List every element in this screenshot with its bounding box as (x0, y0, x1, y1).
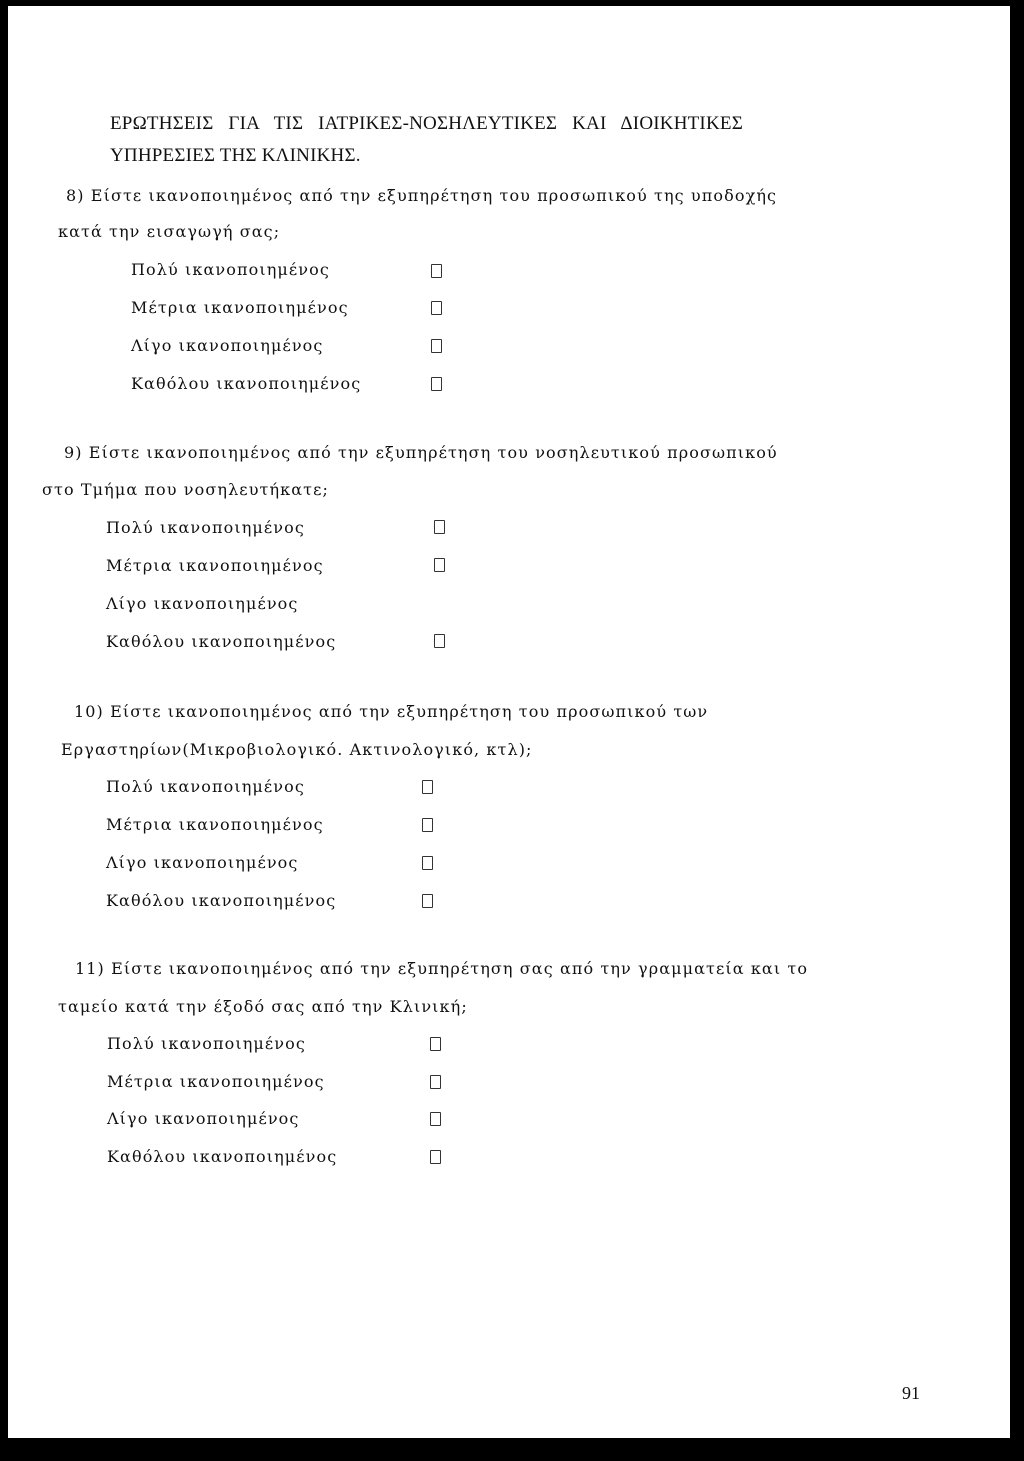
option-label: Καθόλου ικανοποιημένος (131, 374, 362, 393)
page-number: 91 (902, 1383, 920, 1403)
option-label: Μέτρια ικανοποιημένος (107, 1072, 325, 1091)
question-10-text-line-2: Εργαστηρίων(Μικροβιολογικό. Ακτινολογικό, κτλ); (61, 740, 533, 759)
option-label: Καθόλου ικανοποιημένος (107, 1147, 338, 1166)
question-9-text-line-1: 9) Είστε ικανοποιημένος από την εξυπηρέτηση του νοσηλευτικού προσωπικού (64, 443, 778, 462)
checkbox[interactable] (431, 301, 442, 315)
option-label: Λίγο ικανοποιημένος (131, 336, 324, 355)
heading-line-2: ΥΠΗΡΕΣΙΕΣ ΤΗΣ ΚΛΙΝΙΚΗΣ. (110, 145, 361, 166)
question-8-text-line-2: κατά την εισαγωγή σας; (58, 222, 281, 241)
question-11-text-line-2: ταμείο κατά την έξοδό σας από την Κλινική; (58, 997, 468, 1016)
option-label: Λίγο ικανοποιημένος (106, 594, 299, 613)
option-label: Μέτρια ικανοποιημένος (106, 556, 324, 575)
checkbox[interactable] (434, 634, 445, 648)
option-label: Λίγο ικανοποιημένος (106, 853, 299, 872)
option-label: Πολύ ικανοποιημένος (131, 260, 330, 279)
checkbox[interactable] (422, 780, 433, 794)
option-label: Πολύ ικανοποιημένος (106, 777, 305, 796)
checkbox[interactable] (430, 1150, 441, 1164)
checkbox[interactable] (434, 520, 445, 534)
checkbox[interactable] (422, 818, 433, 832)
checkbox[interactable] (431, 377, 442, 391)
checkbox[interactable] (430, 1112, 441, 1126)
section-heading (110, 108, 910, 172)
option-label: Πολύ ικανοποιημένος (106, 518, 305, 537)
question-8-text-line-1: 8) Είστε ικανοποιημένος από την εξυπηρέτηση του προσωπικού της υποδοχής (66, 186, 778, 205)
checkbox[interactable] (430, 1037, 441, 1051)
question-10-text-line-1: 10) Είστε ικανοποιημένος από την εξυπηρέτηση του προσωπικού των (74, 702, 709, 721)
option-label: Καθόλου ικανοποιημένος (106, 891, 337, 910)
option-label: Πολύ ικανοποιημένος (107, 1034, 306, 1053)
checkbox[interactable] (422, 856, 433, 870)
option-label: Λίγο ικανοποιημένος (107, 1109, 300, 1128)
option-label: Μέτρια ικανοποιημένος (106, 815, 324, 834)
option-label: Μέτρια ικανοποιημένος (131, 298, 349, 317)
checkbox[interactable] (422, 894, 433, 908)
option-label: Καθόλου ικανοποιημένος (106, 632, 337, 651)
checkbox[interactable] (431, 264, 442, 278)
document-page (8, 6, 1010, 1438)
question-11-text-line-1: 11) Είστε ικανοποιημένος από την εξυπηρέτηση σας από την γραμματεία και το (75, 959, 809, 978)
checkbox[interactable] (434, 558, 445, 572)
question-9-text-line-2: στο Τμήμα που νοσηλευτήκατε; (42, 480, 329, 499)
checkbox[interactable] (430, 1075, 441, 1089)
heading-line-1: ΕΡΩΤΗΣΕΙΣ ΓΙΑ ΤΙΣ ΙΑΤΡΙΚΕΣ-ΝΟΣΗΛΕΥΤΙΚΕΣ ΚΑΙ ΔΙΟΙΚΗΤΙΚΕΣ (110, 113, 743, 134)
checkbox[interactable] (431, 339, 442, 353)
